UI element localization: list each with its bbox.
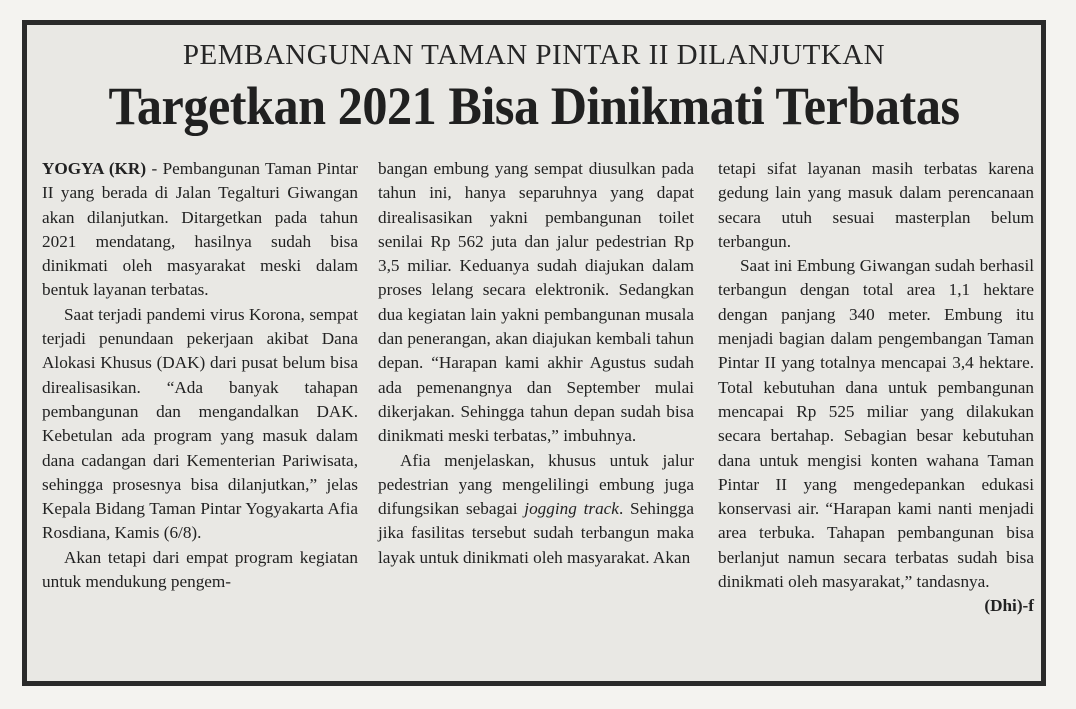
column-3 xyxy=(718,157,1034,677)
paragraph xyxy=(42,157,358,303)
paragraph xyxy=(718,254,1034,616)
article-body xyxy=(42,157,1036,687)
paragraph-text: Saat ini Embung Giwangan sudah berhasil terbangun dengan total area 1,1 hektare dengan panjang 340 meter. Embung itu menjadi bagian dalam pengembangan Taman Pintar II yang totalnya mencapai 3,4 hektare. Total kebutuhan dana untuk pembangunan mencapai Rp 525 miliar yang dilakukan secara bertahap. Sebagian besar kebutuhan dana untuk mengisi konten wahana Taman Pintar II yang mengedepankan edukasi konservasi air. “Harapan kami nanti menjadi area terbuka. Tahapan pembangunan bisa berlanjut namun secara terbatas sudah bisa dinikmati oleh masyarakat,” tandasnya. xyxy=(718,256,1034,592)
byline: (Dhi)-f xyxy=(984,596,1034,616)
paragraph-text: - Pembangunan Taman Pintar II yang berada di Jalan Tegalturi Giwangan akan dilanjutkan. Ditargetkan pada tahun 2021 mendatang, hasilnya sudah bisa dinikmati oleh masyarakat meski dalam bentuk layanan terbatas. xyxy=(42,159,358,300)
column-2 xyxy=(378,157,694,677)
paragraph: Saat terjadi pandemi virus Korona, sempat terjadi penundaan pekerjaan akibat Dana Alokasi Khusus (DAK) dari pusat belum bisa direalisasikan. “Ada banyak tahapan pembangunan dan mengandalkan DAK. Kebetulan ada program yang masuk dalam dana cadangan dari Kementerian Pariwisata, sehingga prosesnya bisa dilanjutkan,” jelas Kepala Bidang Taman Pintar Yogyakarta Afia Rosdiana, Kamis (6/8). xyxy=(42,304,358,543)
article-kicker: PEMBANGUNAN TAMAN PINTAR II DILANJUTKAN xyxy=(182,39,886,71)
paragraph: bangan embung yang sempat diusulkan pada tahun ini, hanya separuhnya yang dapat direalisasikan yakni pembangunan toilet senilai Rp 562 juta dan jalur pedestrian Rp 3,5 miliar. Keduanya sudah diajukan dalam proses lelang secara elektronik. Sedangkan dua kegiatan lain yakni pembangunan musala dan penerangan, akan diajukan kembali tahun depan. “Harapan kami akhir Agustus sudah ada pemenangnya dan September mulai dikerjakan. Sehingga tahun depan sudah bisa dinikmati meski terbatas,” imbuhnya. xyxy=(378,159,694,446)
paragraph-text: Afia menjelaskan, khusus untuk jalur pedestrian yang mengelilingi embung juga difungsikan sebagai xyxy=(378,450,694,519)
article-headline: Targetkan 2021 Bisa Dinikmati Terbatas xyxy=(108,76,960,136)
paragraph: Akan tetapi dari empat program kegiatan untuk mendukung pengem- xyxy=(42,547,358,592)
newspaper-clipping xyxy=(22,20,1046,686)
paragraph: tetapi sifat layanan masih terbatas karena gedung lain yang masuk dalam perencanaan secara utuh sesuai masterplan belum terbangun. xyxy=(718,159,1034,251)
column-1 xyxy=(42,157,358,677)
dateline: YOGYA (KR) xyxy=(42,159,147,178)
paragraph-text: . Sehingga jika fasilitas tersebut sudah terbangun maka layak untuk dinikmati oleh masyarakat. Akan xyxy=(378,499,694,567)
paragraph xyxy=(378,449,694,570)
italic-term: jogging track xyxy=(524,499,619,519)
